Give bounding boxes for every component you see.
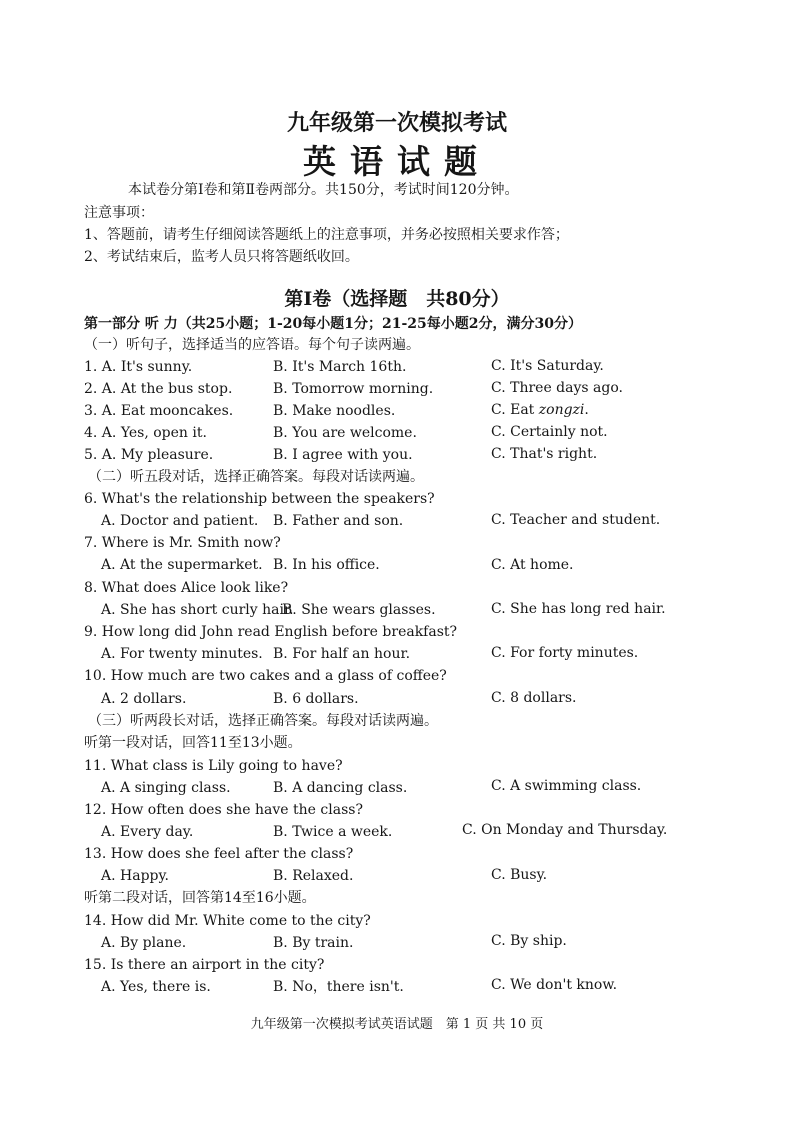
q11-question: 11. What class is Lily going to have? xyxy=(84,758,343,774)
q13-option-a: A. Happy. xyxy=(101,868,169,884)
q11-option-c: C. A swimming class. xyxy=(491,778,642,794)
q14-question: 14. How did Mr. White come to the city? xyxy=(84,913,371,929)
q8-option-a: A. She has short curly hair. xyxy=(101,602,294,618)
q9-option-c: C. For forty minutes. xyxy=(491,645,639,661)
q4-option-b: B. You are welcome. xyxy=(273,425,417,441)
q9-option-b: B. For half an hour. xyxy=(273,646,411,662)
subject-title: 英语试题 xyxy=(303,142,491,181)
q1-option-c: C. It's Saturday. xyxy=(491,358,604,374)
q7-option-a: A. At the supermarket. xyxy=(101,557,263,573)
q2-option-b: B. Tomorrow morning. xyxy=(273,381,434,397)
q7-option-b: B. In his office. xyxy=(273,557,380,573)
part-heading: 第一部分 听 力（共25小题；1-20每小题1分；21-25每小题2分，满分30分） xyxy=(84,316,583,332)
q10-option-a: A. 2 dollars. xyxy=(101,691,187,707)
subsection-3: （三）听两段长对话，选择正确答案。每段对话读两遍。 xyxy=(88,713,438,729)
q9-option-a: A. For twenty minutes. xyxy=(101,646,263,662)
q6-option-a: A. Doctor and patient. xyxy=(101,513,259,529)
q11-option-a: A. A singing class. xyxy=(101,780,231,796)
q5-option-a: 5. A. My pleasure. xyxy=(84,447,214,463)
q2-option-c: C. Three days ago. xyxy=(491,380,623,396)
q2-option-a: 2. A. At the bus stop. xyxy=(84,381,233,397)
subsection-1: （一）听句子，选择适当的应答语。每个句子读两遍。 xyxy=(84,337,420,353)
page-footer: 九年级第一次模拟考试英语试题 第 1 页 共 10 页 xyxy=(250,1017,544,1032)
q4-option-c: C. Certainly not. xyxy=(491,424,608,440)
q8-question: 8. What does Alice look like? xyxy=(84,580,289,596)
q14-option-b: B. By train. xyxy=(273,935,354,951)
q15-question: 15. Is there an airport in the city? xyxy=(84,957,325,973)
q13-option-c: C. Busy. xyxy=(491,867,548,883)
note-1: 1、答题前，请考生仔细阅读答题纸上的注意事项，并务必按照相关要求作答； xyxy=(84,227,569,243)
q6-question: 6. What's the relationship between the speakers? xyxy=(84,491,435,507)
q4-option-a: 4. A. Yes, open it. xyxy=(84,425,207,441)
q10-option-b: B. 6 dollars. xyxy=(273,691,359,707)
q1-option-a: 1. A. It's sunny. xyxy=(84,359,193,375)
q6-option-b: B. Father and son. xyxy=(273,513,404,529)
q5-option-c: C. That's right. xyxy=(491,446,598,462)
q12-option-b: B. Twice a week. xyxy=(273,824,393,840)
subsection-2: （二）听五段对话，选择正确答案。每段对话读两遍。 xyxy=(88,469,424,485)
q12-option-c: C. On Monday and Thursday. xyxy=(462,822,668,838)
q12-option-a: A. Every day. xyxy=(101,824,194,840)
q13-question: 13. How does she feel after the class? xyxy=(84,846,354,862)
q12-question: 12. How often does she have the class? xyxy=(84,802,363,818)
q15-option-a: A. Yes, there is. xyxy=(101,979,211,995)
q5-option-b: B. I agree with you. xyxy=(273,447,413,463)
q14-option-a: A. By plane. xyxy=(101,935,187,951)
section-title: 第Ⅰ卷（选择题 共80分） xyxy=(284,288,510,310)
q15-option-b: B. No，there isn't. xyxy=(273,979,404,995)
q9-question: 9. How long did John read English before breakfast? xyxy=(84,624,458,640)
exam-intro: 本试卷分第Ⅰ卷和第Ⅱ卷两部分。共150分，考试时间120分钟。 xyxy=(128,182,519,198)
q10-option-c: C. 8 dollars. xyxy=(491,690,577,706)
q14-option-c: C. By ship. xyxy=(491,933,567,949)
q8-option-b: B. She wears glasses. xyxy=(282,602,436,618)
q6-option-c: C. Teacher and student. xyxy=(491,512,661,528)
q3-option-c: C. Eat zongzi. xyxy=(491,402,589,418)
q3-option-a: 3. A. Eat mooncakes. xyxy=(84,403,234,419)
q10-question: 10. How much are two cakes and a glass of coffee? xyxy=(84,668,447,684)
exam-title: 九年级第一次模拟考试 xyxy=(286,110,507,136)
q7-option-c: C. At home. xyxy=(491,557,574,573)
q11-option-b: B. A dancing class. xyxy=(273,780,408,796)
notes-label: 注意事项： xyxy=(84,205,154,221)
q15-option-c: C. We don't know. xyxy=(491,977,618,993)
note-2: 2、考试结束后，监考人员只将答题纸收回。 xyxy=(84,249,359,265)
q13-option-b: B. Relaxed. xyxy=(273,868,354,884)
dialog-2-note: 听第二段对话，回答第14至16小题。 xyxy=(84,890,316,906)
dialog-1-note: 听第一段对话，回答11至13小题。 xyxy=(84,735,302,751)
q7-question: 7. Where is Mr. Smith now? xyxy=(84,535,281,551)
q8-option-c: C. She has long red hair. xyxy=(491,601,666,617)
zongzi-word: zongzi xyxy=(538,402,585,418)
q3-option-b: B. Make noodles. xyxy=(273,403,396,419)
q1-option-b: B. It's March 16th. xyxy=(273,359,407,375)
